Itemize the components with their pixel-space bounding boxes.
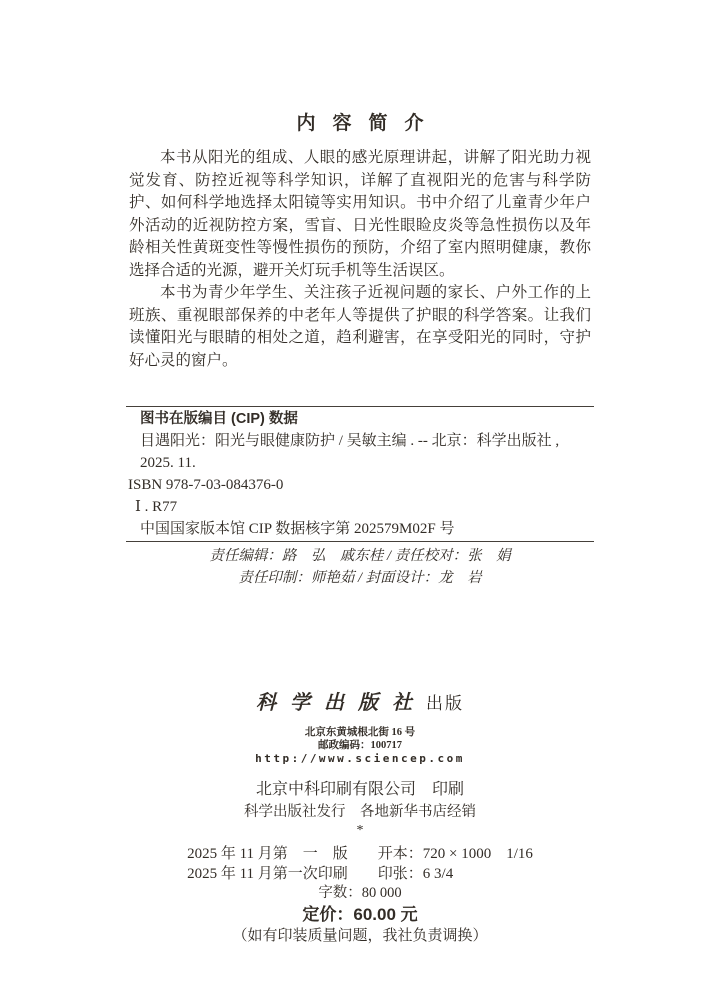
cip-isbn: ISBN 978-7-03-084376-0 [128, 477, 284, 493]
cip-record-number: 中国国家版本馆 CIP 数据核字第 202579M02F 号 [140, 521, 455, 537]
impression-line: 2025 年 11 月第一次印刷 印张：6 3/4 [187, 866, 454, 882]
printing-block [0, 779, 720, 946]
publisher-address: 北京东黄城根北街 16 号 [304, 727, 416, 738]
distribution-line: 科学出版社发行 各地新华书店经销 [244, 804, 476, 820]
intro-paragraph-2: 本书为青少年学生、关注孩子近视问题的家长、户外工作的上班族、重视眼部保养的中老年人等提供了护眼的科学答案。让我们读懂阳光与眼睛的相处之道，趋利避害，在享受阳光的同时，守护好心灵的窗户。 [129, 284, 591, 369]
edition-line: 2025 年 11 月第 一 版 开本：720 × 1000 1/16 [187, 846, 533, 862]
price-line: 定价：60.00 元 [302, 905, 418, 924]
cip-box [126, 406, 594, 542]
intro-paragraph-1: 本书从阳光的组成、人眼的感光原理讲起，讲解了阳光助力视觉发育、防控近视等科学知识，详解了直视阳光的危害与科学防护、如何科学地选择太阳镜等实用知识。书中介绍了儿童青少年户外活动的近视防控方案，雪盲、日光性眼睑皮炎等急性损伤以及年龄相关性黄斑变性等慢性损伤的预防，介绍了室内照明健康，教你选择合适的光源，避开关灯玩手机等生活误区。 [129, 149, 591, 279]
edition-group-inner [187, 844, 533, 884]
separator-star: * [356, 823, 364, 838]
credits-line-editors: 责任编辑：路 弘 戚东桂 / 责任校对：张 娟 [209, 548, 511, 564]
publisher-block [0, 690, 720, 766]
publisher-postcode: 邮政编码：100717 [318, 740, 402, 751]
credits-line-print-design: 责任印制：师艳茹 / 封面设计：龙 岩 [238, 570, 482, 586]
quality-note: （如有印装质量问题，我社负责调换） [232, 928, 488, 944]
cip-classification: Ⅰ . R77 [135, 499, 178, 515]
publisher-logo: 科学出版社 [256, 692, 426, 714]
cip-title-line: 目遇阳光：阳光与眼健康防护 / 吴敏主编 . -- 北京：科学出版社 , 2025. 11. [140, 433, 560, 471]
printer-line: 北京中科印刷有限公司 印刷 [255, 781, 464, 798]
publisher-logo-line [0, 690, 720, 718]
intro-title: 内容简介 [296, 113, 441, 134]
intro-body [129, 147, 591, 372]
editorial-credits [0, 545, 720, 589]
publisher-url: http://www.sciencep.com [255, 752, 465, 765]
edition-group [0, 844, 720, 884]
word-count-line: 字数：80 000 [318, 885, 402, 901]
cip-header: 图书在版编目 (CIP) 数据 [140, 411, 298, 427]
publisher-logo-suffix: 出版 [426, 694, 464, 713]
